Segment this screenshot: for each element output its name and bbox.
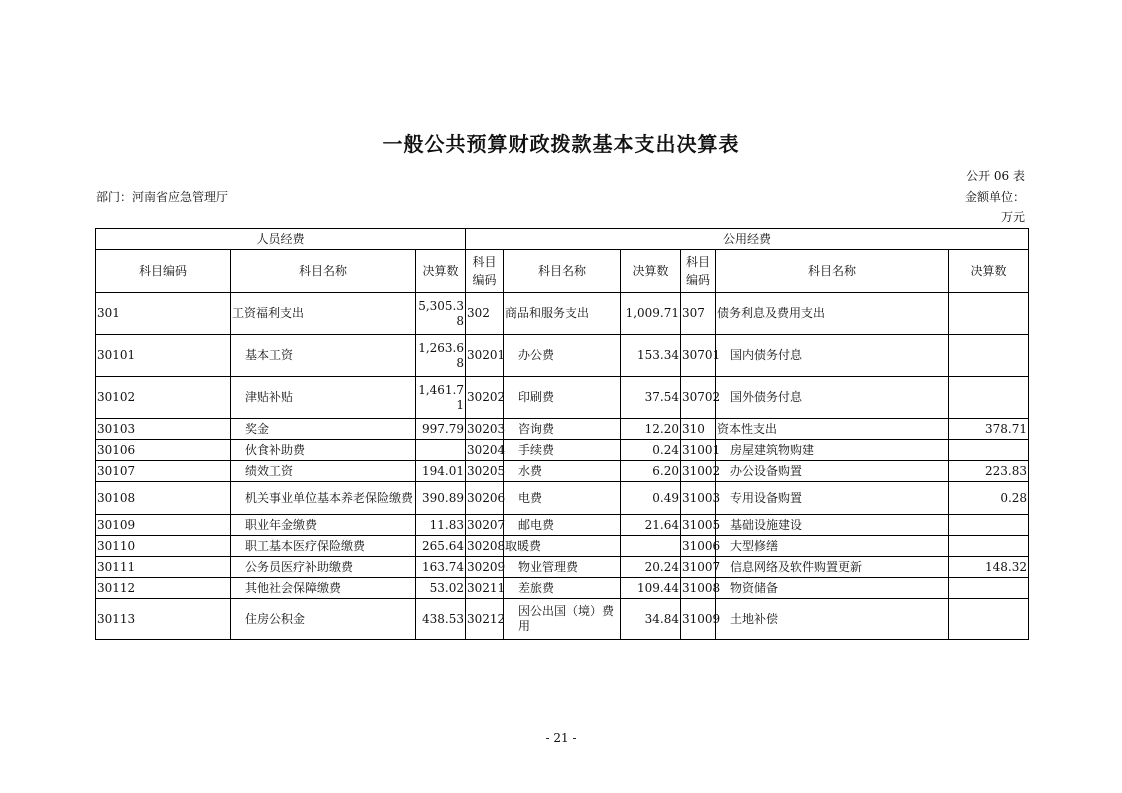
table-body	[96, 293, 1029, 640]
code-cell: 30112	[96, 578, 231, 599]
code-cell: 302	[466, 293, 504, 335]
code-cell: 30113	[96, 599, 231, 640]
name-cell: 工资福利支出	[231, 293, 416, 335]
name-cell: 绩效工资	[231, 461, 416, 482]
amount-cell	[949, 536, 1029, 557]
group-header-personnel: 人员经费	[96, 229, 466, 250]
amount-cell: 109.44	[621, 578, 681, 599]
col-header-amount: 决算数	[949, 250, 1029, 293]
amount-cell: 1,009.71	[621, 293, 681, 335]
code-cell: 30212	[466, 599, 504, 640]
amount-cell: 12.20	[621, 419, 681, 440]
name-cell: 其他社会保障缴费	[231, 578, 416, 599]
name-cell: 国外债务付息	[716, 377, 949, 419]
amount-cell	[949, 578, 1029, 599]
amount-cell: 20.24	[621, 557, 681, 578]
group-header-public: 公用经费	[466, 229, 1029, 250]
amount-cell: 153.34	[621, 335, 681, 377]
code-cell: 31006	[681, 536, 716, 557]
table-row	[96, 461, 1029, 482]
name-cell: 商品和服务支出	[504, 293, 621, 335]
amount-cell: 194.01	[416, 461, 466, 482]
amount-cell	[949, 515, 1029, 536]
code-cell: 31001	[681, 440, 716, 461]
code-cell: 31005	[681, 515, 716, 536]
code-cell: 31009	[681, 599, 716, 640]
code-cell: 30208	[466, 536, 504, 557]
page-title: 一般公共预算财政拨款基本支出决算表	[382, 132, 740, 156]
amount-cell: 53.02	[416, 578, 466, 599]
col-header-code: 科目编码	[466, 250, 504, 293]
amount-cell: 6.20	[621, 461, 681, 482]
code-cell: 31003	[681, 482, 716, 515]
table-row	[96, 482, 1029, 515]
code-cell: 30109	[96, 515, 231, 536]
amount-cell: 163.74	[416, 557, 466, 578]
table-row	[96, 599, 1029, 640]
amount-cell	[949, 599, 1029, 640]
amount-cell: 148.32	[949, 557, 1029, 578]
amount-unit-label: 金额单位：万元	[964, 190, 1025, 224]
name-cell: 职业年金缴费	[231, 515, 416, 536]
col-header-name: 科目名称	[716, 250, 949, 293]
amount-cell: 265.64	[416, 536, 466, 557]
table-row	[96, 293, 1029, 335]
code-cell: 30203	[466, 419, 504, 440]
name-cell: 手续费	[504, 440, 621, 461]
name-cell: 债务利息及费用支出	[716, 293, 949, 335]
name-cell: 咨询费	[504, 419, 621, 440]
name-cell: 房屋建筑物购建	[716, 440, 949, 461]
code-cell: 31008	[681, 578, 716, 599]
name-cell: 基本工资	[231, 335, 416, 377]
code-cell: 30103	[96, 419, 231, 440]
table-row	[96, 578, 1029, 599]
amount-cell: 223.83	[949, 461, 1029, 482]
amount-cell: 5,305.38	[416, 293, 466, 335]
table-row	[96, 536, 1029, 557]
form-code: 公开 06 表	[966, 169, 1025, 183]
table-row	[96, 419, 1029, 440]
amount-cell: 997.79	[416, 419, 466, 440]
name-cell: 取暖费	[504, 536, 621, 557]
amount-cell	[621, 536, 681, 557]
amount-cell: 11.83	[416, 515, 466, 536]
code-cell: 30102	[96, 377, 231, 419]
name-cell: 差旅费	[504, 578, 621, 599]
amount-cell: 21.64	[621, 515, 681, 536]
col-header-amount: 决算数	[621, 250, 681, 293]
table-row	[96, 377, 1029, 419]
code-cell: 30108	[96, 482, 231, 515]
amount-cell	[416, 440, 466, 461]
amount-cell: 1,461.71	[416, 377, 466, 419]
code-cell: 30207	[466, 515, 504, 536]
code-cell: 30110	[96, 536, 231, 557]
code-cell: 30205	[466, 461, 504, 482]
code-cell: 310	[681, 419, 716, 440]
amount-cell: 378.71	[949, 419, 1029, 440]
amount-cell: 1,263.68	[416, 335, 466, 377]
code-cell: 301	[96, 293, 231, 335]
col-header-code: 科目编码	[96, 250, 231, 293]
col-header-code: 科目编码	[681, 250, 716, 293]
name-cell: 大型修缮	[716, 536, 949, 557]
table-row	[96, 515, 1029, 536]
code-cell: 30702	[681, 377, 716, 419]
code-cell: 30101	[96, 335, 231, 377]
department-label: 部门：河南省应急管理厅	[96, 190, 229, 204]
code-cell: 30202	[466, 377, 504, 419]
table-row	[96, 335, 1029, 377]
amount-cell: 438.53	[416, 599, 466, 640]
col-header-name: 科目名称	[504, 250, 621, 293]
code-cell: 30106	[96, 440, 231, 461]
amount-cell: 34.84	[621, 599, 681, 640]
name-cell: 办公设备购置	[716, 461, 949, 482]
name-cell: 津贴补贴	[231, 377, 416, 419]
code-cell: 307	[681, 293, 716, 335]
col-header-name: 科目名称	[231, 250, 416, 293]
name-cell: 邮电费	[504, 515, 621, 536]
code-cell: 31002	[681, 461, 716, 482]
code-cell: 30209	[466, 557, 504, 578]
code-cell: 30211	[466, 578, 504, 599]
code-cell: 30206	[466, 482, 504, 515]
name-cell: 印刷费	[504, 377, 621, 419]
code-cell: 30201	[466, 335, 504, 377]
name-cell: 电费	[504, 482, 621, 515]
name-cell: 信息网络及软件购置更新	[716, 557, 949, 578]
table-row	[96, 440, 1029, 461]
table-row	[96, 557, 1029, 578]
name-cell: 水费	[504, 461, 621, 482]
name-cell: 因公出国（境）费用	[504, 599, 621, 640]
name-cell: 公务员医疗补助缴费	[231, 557, 416, 578]
code-cell: 31007	[681, 557, 716, 578]
name-cell: 住房公积金	[231, 599, 416, 640]
name-cell: 土地补偿	[716, 599, 949, 640]
amount-cell	[949, 377, 1029, 419]
name-cell: 国内债务付息	[716, 335, 949, 377]
name-cell: 伙食补助费	[231, 440, 416, 461]
name-cell: 专用设备购置	[716, 482, 949, 515]
name-cell: 基础设施建设	[716, 515, 949, 536]
amount-cell	[949, 293, 1029, 335]
amount-cell: 37.54	[621, 377, 681, 419]
name-cell: 机关事业单位基本养老保险缴费	[231, 482, 416, 515]
amount-cell	[949, 440, 1029, 461]
name-cell: 物业管理费	[504, 557, 621, 578]
amount-cell	[949, 335, 1029, 377]
col-header-amount: 决算数	[416, 250, 466, 293]
amount-cell: 390.89	[416, 482, 466, 515]
code-cell: 30701	[681, 335, 716, 377]
name-cell: 资本性支出	[716, 419, 949, 440]
amount-cell: 0.28	[949, 482, 1029, 515]
amount-cell: 0.49	[621, 482, 681, 515]
name-cell: 奖金	[231, 419, 416, 440]
code-cell: 30111	[96, 557, 231, 578]
name-cell: 职工基本医疗保险缴费	[231, 536, 416, 557]
page-number: - 21 -	[545, 731, 577, 745]
code-cell: 30204	[466, 440, 504, 461]
code-cell: 30107	[96, 461, 231, 482]
name-cell: 办公费	[504, 335, 621, 377]
amount-cell: 0.24	[621, 440, 681, 461]
basic-expenditure-table	[95, 228, 1029, 640]
name-cell: 物资储备	[716, 578, 949, 599]
